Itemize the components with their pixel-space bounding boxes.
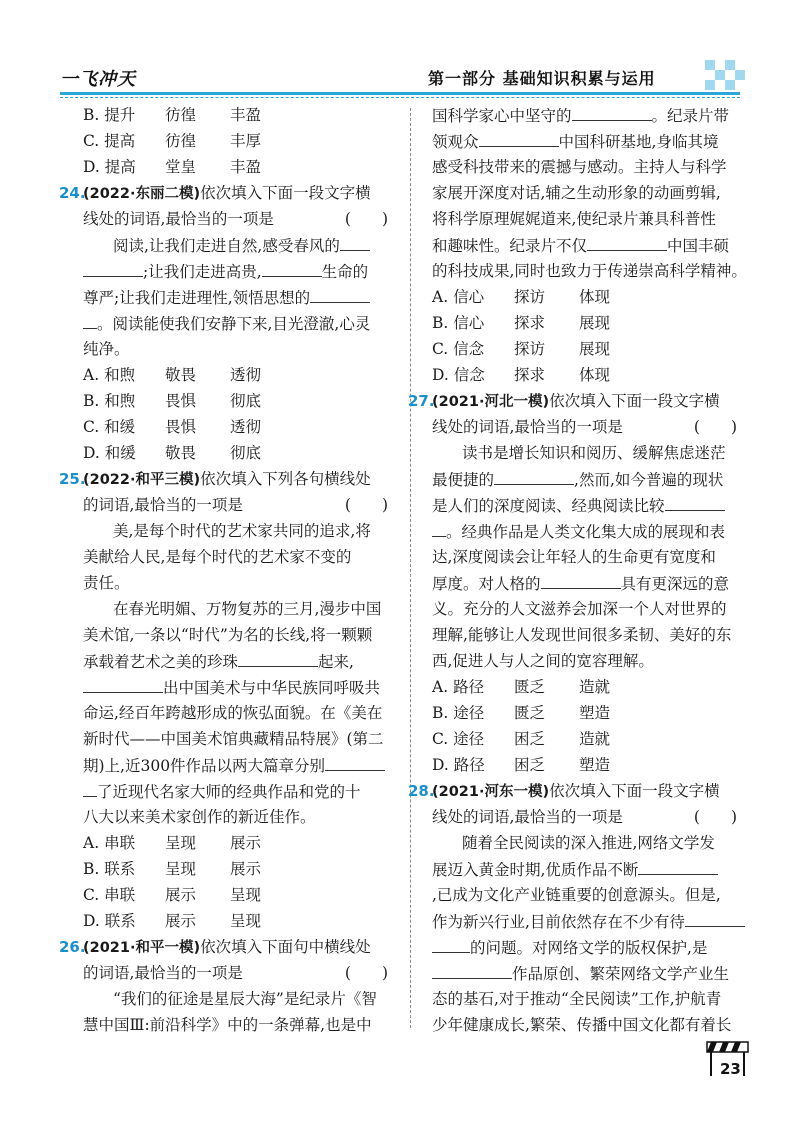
passage-line: 理解,能够让人发现世间很多柔韧、美好的东 — [432, 626, 732, 644]
passage-line: 八大以来美术家创作的新近佳作。 — [83, 808, 316, 826]
option-row: C. 和缓 畏惧 透彻 — [83, 418, 262, 436]
column-divider — [410, 108, 411, 1028]
passage-line: 纯净。 — [83, 340, 130, 358]
passage-line: 新时代——中国美术馆典藏精品特展》(第二 — [83, 730, 384, 748]
page-number: 23 — [720, 1060, 741, 1078]
option-row: A. 和煦 敬畏 透彻 — [83, 366, 262, 384]
passage-line: 读书是增长知识和阅历、缓解焦虑迷茫 — [462, 444, 726, 462]
answer-paren: ( ) — [693, 418, 737, 436]
passage-line: 的科技成果,同时也致力于传递崇高科学精神。 — [432, 262, 747, 280]
question-26-heading: 26. (2021·和平一模)依次填入下面句中横线处 — [59, 938, 371, 956]
passage-line: 美,是每个时代的艺术家共同的追求,将 — [113, 522, 371, 540]
fill-blank — [494, 466, 574, 485]
header-rule — [60, 92, 740, 95]
passage-line: 厚度。对人格的 具有更深远的意 — [432, 570, 757, 596]
passage-line: 阅读,让我们走进自然,感受春风的 — [83, 232, 408, 258]
fill-blank — [432, 518, 446, 537]
fill-blank — [572, 102, 652, 121]
option-row: B. 联系 呈现 展示 — [83, 860, 262, 878]
fill-blank — [340, 232, 370, 251]
option-row: D. 联系 展示 呈现 — [83, 912, 262, 930]
passage-line: 将科学原理娓娓道来,使纪录片兼具科普性 — [432, 210, 716, 228]
option-row: D. 路径 困乏 塑造 — [432, 756, 611, 774]
left-column — [59, 102, 408, 1038]
header-dashed-rule — [60, 97, 740, 98]
passage-line: 最便捷的 ,然而,如今普遍的现状 — [432, 466, 757, 492]
option-row: A. 信心 探访 体现 — [432, 288, 611, 306]
passage-line: 了近现代名家大师的经典作品和党的十 — [83, 778, 408, 804]
question-25-heading: 25. (2022·和平三模)依次填入下列各句横线处 — [59, 470, 371, 488]
option-row: C. 提高 彷徨 丰厚 — [83, 132, 262, 150]
passage-line: 美术馆,一条以“时代”为名的长线,将一颗颗 — [83, 626, 373, 644]
option-row: C. 信念 探访 展现 — [432, 340, 611, 358]
fill-blank — [432, 934, 470, 953]
passage-line: 西,促进人与人之间的宽容理解。 — [432, 652, 654, 670]
fill-blank — [325, 752, 385, 771]
answer-paren: ( ) — [344, 964, 388, 982]
option-row: D. 提高 堂皇 丰盈 — [83, 158, 262, 176]
question-26-stem: 的词语,最恰当的一项是 ( ) — [83, 960, 408, 986]
question-25-stem: 的词语,最恰当的一项是 ( ) — [83, 492, 408, 518]
fill-blank — [83, 310, 97, 329]
passage-line: 出中国美术与中华民族同呼吸共 — [83, 674, 408, 700]
passage-line: 作品原创、繁荣网络文学产业生 — [432, 960, 757, 986]
passage-line: 展迈入黄金时期,优质作品不断 — [432, 856, 757, 882]
question-28-stem: 线处的词语,最恰当的一项是 ( ) — [432, 804, 757, 830]
passage-line: ;让我们走进高贵, 生命的 — [83, 258, 408, 284]
passage-line: “我们的征途是星辰大海”是纪录片《智 — [113, 990, 377, 1008]
fill-blank — [83, 778, 97, 797]
page-header — [0, 55, 800, 105]
option-row: B. 提升 彷徨 丰盈 — [83, 106, 262, 124]
option-row: B. 和煦 畏惧 彻底 — [83, 392, 262, 410]
passage-line: 达,深度阅读会让年轻人的生命更有宽度和 — [432, 548, 716, 566]
passage-line: 的问题。对网络文学的版权保护,是 — [432, 934, 757, 960]
question-24-stem: 线处的词语,最恰当的一项是 ( ) — [83, 206, 408, 232]
option-row: A. 串联 呈现 展示 — [83, 834, 262, 852]
fill-blank — [479, 128, 559, 147]
question-27-heading: 27. (2021·河北一模)依次填入下面一段文字横 — [408, 392, 720, 410]
option-row: A. 路径 匮乏 造就 — [432, 678, 611, 696]
option-row: B. 途径 匮乏 塑造 — [432, 704, 611, 722]
passage-line: 命运,经百年跨越形成的恢弘面貌。在《美在 — [83, 704, 383, 722]
section-title: 第一部分 基础知识积累与运用 — [428, 69, 656, 88]
passage-line: 责任。 — [83, 574, 130, 592]
passage-line: 在春光明媚、万物复苏的三月,漫步中国 — [113, 600, 382, 618]
passage-line: 和趣味性。纪录片不仅 中国丰硕 — [432, 232, 757, 258]
passage-line: 态的基石,对于推动“全民阅读”工作,护航青 — [432, 990, 722, 1008]
fill-blank — [83, 674, 163, 693]
fill-blank — [685, 908, 745, 927]
option-row: C. 串联 展示 呈现 — [83, 886, 262, 904]
passage-line: 随着全民阅读的深入推进,网络文学发 — [462, 834, 715, 852]
passage-line: ,已成为文化产业链重要的创意源头。但是, — [432, 886, 721, 904]
fill-blank — [587, 232, 667, 251]
brand-logo-text: 一飞冲天 — [60, 69, 136, 90]
fill-blank — [83, 258, 143, 277]
passage-line: 少年健康成长,繁荣、传播中国文化都有着长 — [432, 1016, 732, 1034]
passage-line: 家展开深度对话,辅之生动形象的动画剪辑, — [432, 184, 721, 202]
question-24-heading: 24. (2022·东丽二模)依次填入下面一段文字横 — [59, 184, 371, 202]
option-row: C. 途径 困乏 造就 — [432, 730, 611, 748]
passage-line: 承载着艺术之美的珍珠 起来, — [83, 648, 408, 674]
passage-line: 慧中国Ⅲ:前沿科学》中的一条弹幕,也是中 — [83, 1016, 372, 1034]
question-27-stem: 线处的词语,最恰当的一项是 ( ) — [432, 414, 757, 440]
passage-line: 期)上,近300件作品以两大篇章分别 — [83, 752, 408, 778]
passage-line: 领观众 中国科研基地,身临其境 — [432, 128, 757, 154]
passage-line: 作为新兴行业,目前依然存在不少有待 — [432, 908, 757, 934]
fill-blank — [665, 492, 725, 511]
right-column — [408, 102, 757, 1038]
answer-paren: ( ) — [693, 808, 737, 826]
passage-line: 尊严;让我们走进理性,领悟思想的 — [83, 284, 408, 310]
fill-blank — [638, 856, 718, 875]
question-28-heading: 28. (2021·河东一模)依次填入下面一段文字横 — [408, 782, 720, 800]
fill-blank — [541, 570, 621, 589]
option-row: B. 信心 探求 展现 — [432, 314, 611, 332]
fill-blank — [262, 258, 322, 277]
fill-blank — [310, 284, 370, 303]
passage-line: 感受科技带来的震撼与感动。主持人与科学 — [432, 158, 727, 176]
passage-line: 是人们的深度阅读、经典阅读比较 — [432, 492, 757, 518]
fill-blank — [238, 648, 318, 667]
option-row: D. 和缓 敬畏 彻底 — [83, 444, 262, 462]
passage-line: 国科学家心中坚守的 。纪录片带 — [432, 102, 757, 128]
answer-paren: ( ) — [344, 210, 388, 228]
option-row: D. 信念 探求 体现 — [432, 366, 611, 384]
passage-line: 。阅读能使我们安静下来,目光澄澈,心灵 — [83, 310, 408, 336]
checker-pattern-icon — [705, 60, 745, 90]
fill-blank — [432, 960, 512, 979]
answer-paren: ( ) — [344, 496, 388, 514]
passage-line: 。经典作品是人类文化集大成的展现和表 — [432, 518, 757, 544]
passage-line: 美献给人民,是每个时代的艺术家不变的 — [83, 548, 352, 566]
passage-line: 义。充分的人文滋养会加深一个人对世界的 — [432, 600, 727, 618]
